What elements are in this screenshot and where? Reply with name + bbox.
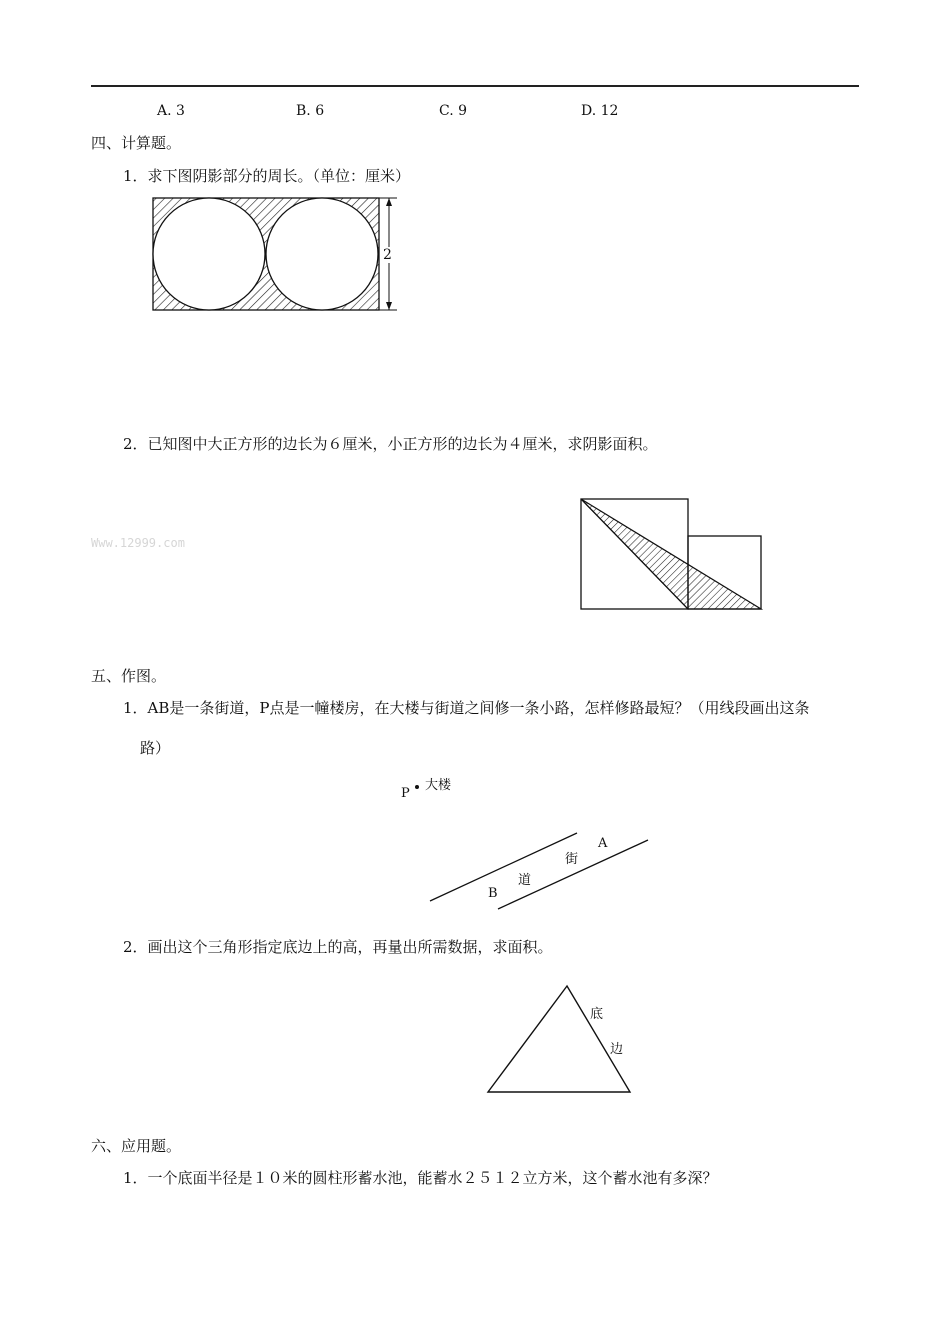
point-p-label: P: [401, 786, 410, 801]
point-a-label: A: [598, 836, 608, 851]
section-5-question-1-line-1: 1．AB是一条街道，P点是一幢楼房，在大楼与街道之间修一条小路，怎样修路最短？（用线段画出这条: [123, 699, 810, 717]
triangle: [488, 986, 630, 1092]
section-6-heading: 六、应用题。: [91, 1137, 182, 1155]
option-c: C. 9: [439, 103, 468, 119]
section-5-question-2: 2．画出这个三角形指定底边上的高，再量出所需数据，求面积。: [123, 938, 553, 956]
base-label-2: 边: [610, 1042, 624, 1057]
section-4-heading: 四、计算题。: [91, 134, 182, 152]
street-label-1: 街: [565, 852, 579, 867]
figure-two-squares: [575, 494, 770, 614]
section-6-question-1: 1．一个底面半径是１０米的圆柱形蓄水池，能蓄水２５１２立方米，这个蓄水池有多深？: [123, 1169, 718, 1187]
dimension-label: 2: [383, 247, 392, 263]
option-d: D. 12: [581, 103, 619, 119]
point-p-dot: [415, 785, 419, 789]
figure-street: [420, 825, 655, 915]
option-b: B. 6: [296, 103, 325, 119]
base-label-1: 底: [590, 1007, 604, 1022]
point-b-label: B: [488, 886, 498, 901]
figure-two-circles: [145, 192, 405, 317]
watermark: Www.12999.com: [91, 536, 185, 550]
section-4-question-2: 2．已知图中大正方形的边长为６厘米，小正方形的边长为４厘米，求阴影面积。: [123, 435, 658, 453]
option-a: A. 3: [157, 103, 185, 119]
building-label: 大楼: [425, 778, 452, 793]
header-rule: [91, 85, 859, 87]
section-5-question-1-line-2: 路）: [140, 739, 171, 757]
left-circle: [153, 198, 265, 310]
section-4-question-1: 1．求下图阴影部分的周长。（单位：厘米）: [123, 167, 411, 185]
street-edge-upper: [430, 833, 577, 901]
right-circle: [266, 198, 378, 310]
street-label-2: 道: [518, 873, 532, 888]
section-5-heading: 五、作图。: [91, 667, 167, 685]
shaded-triangle: [581, 499, 761, 609]
